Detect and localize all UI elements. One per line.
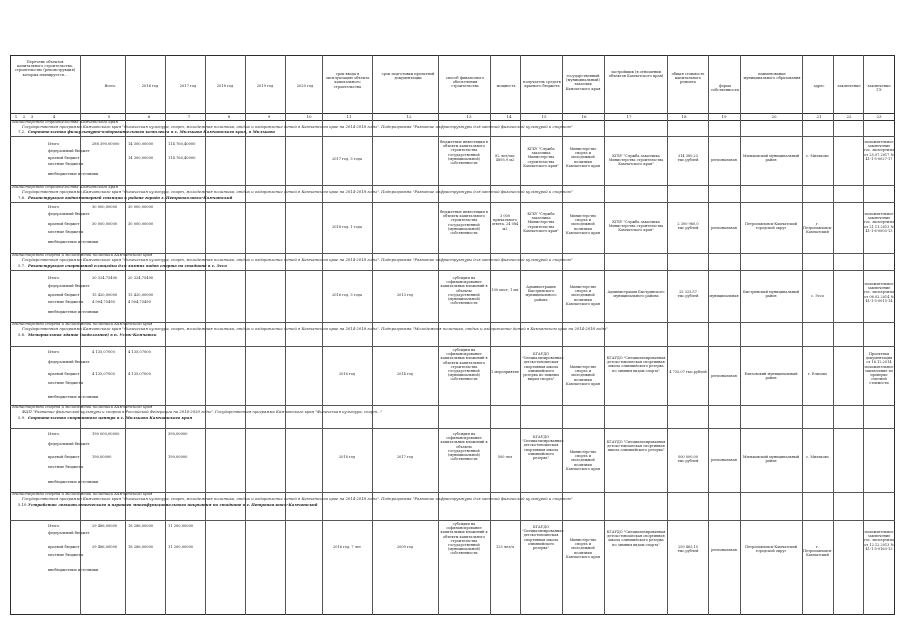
- project-number: 5.9.: [18, 415, 26, 420]
- col-divider: [165, 55, 166, 615]
- project-title: Реконструкция спортивной площадки для зимних видов спорта на стадионе в с. Эссо: [28, 263, 227, 268]
- ownership: региональная: [711, 226, 737, 230]
- term2: 2013 год: [396, 293, 414, 297]
- program-title: Государственная программа Камчатского края "Физическая культура, спорт, молодежная политика, отдых и оздоровление детей в Камчатском крае на 2014-2018 годы". Подпрограмма "Развитие инфраструктуры для занятий физической культурой и спортом": [22, 189, 573, 194]
- program-title: ФЦП "Развитие физической культуры и спорта в Российской Федерации на 2016-2020 годы". Государственная программа Камчатского края "Физическая культура, спорт...": [22, 409, 383, 414]
- builder: Администрация Быстринского муниципального района: [607, 290, 665, 299]
- colnum: 14: [506, 114, 512, 119]
- recipient: Администрация Быстринского муниципального района: [525, 285, 557, 302]
- funding-value: 114 760,40000: [168, 142, 196, 146]
- row-divider: [10, 185, 895, 186]
- funding-source: внебюджетные источники: [48, 172, 99, 176]
- term2: 2017 год: [396, 455, 414, 459]
- col-divider: [802, 55, 803, 615]
- funding-value: 20 324,75490: [128, 276, 154, 280]
- header-col11: мощность: [496, 84, 516, 88]
- header-col16: форма собственности: [711, 84, 739, 93]
- power: 82 чел/час 4895,9 м2: [495, 154, 515, 163]
- funding-value: 20 324,75490: [92, 276, 118, 280]
- header-col12: получатель средств краевого бюджета: [523, 80, 561, 89]
- funding-source: краевой бюджет: [48, 372, 80, 376]
- colnum: 12: [406, 114, 412, 119]
- funding-value: 30 000,00000: [92, 205, 118, 209]
- ownership: муниципальная: [709, 294, 739, 298]
- term: 2016 год: [338, 372, 356, 376]
- funding-source: краевой бюджет: [48, 545, 80, 549]
- header-col5: 2018 год: [216, 84, 234, 88]
- header-col9: срок подготовки проектной документации: [381, 72, 435, 81]
- project-number: 5.7.: [18, 263, 26, 268]
- power: 100 мест, 1 шт: [491, 288, 519, 292]
- recipient: КГБУ "Служба заказчика Министерства строительства Камчатского края": [523, 212, 559, 233]
- header-col20: заключение ГЭ: [867, 84, 891, 93]
- method: субсидии на софинансирование капитальных вложений в объекты капитального строительства государственной (муниципальной) собственности: [440, 522, 488, 556]
- funding-source: федеральный бюджет: [48, 212, 90, 216]
- section-title: Министерство спорта и молодежной политики Камчатского края: [12, 321, 153, 326]
- funding-value: 4 135,07000: [128, 372, 151, 376]
- funding-value: 190,00000: [92, 455, 112, 459]
- colnum: 1: [14, 114, 18, 119]
- colnum: 5: [107, 114, 111, 119]
- funding-value: 15 420,00000: [128, 293, 154, 297]
- funding-source: федеральный бюджет: [48, 284, 90, 288]
- header-col8: срок ввода в эксплуатацию объекта капитального строительства: [325, 72, 370, 89]
- colnum: 18: [681, 114, 687, 119]
- builder: КГАУДО "Специализированная детско-юношеская спортивная школа олимпийского резерва": [606, 440, 666, 453]
- funding-source: краевой бюджет: [48, 222, 80, 226]
- project-number: 5.8.: [18, 332, 26, 337]
- colnum: 13: [466, 114, 472, 119]
- ownership: региональная: [711, 374, 737, 378]
- municipality: Мильковский муниципальный район: [742, 455, 800, 464]
- customer: Министерство спорта и молодежной политики Камчатского края: [566, 538, 600, 559]
- header-col10: способ финансового обеспечения строительства: [445, 76, 485, 89]
- funding-source: Итого: [48, 432, 60, 436]
- project-number: 7.2.: [18, 129, 26, 134]
- colnum: 10: [306, 114, 312, 119]
- municipality: Быстринский муниципальный район: [742, 290, 800, 299]
- header-col7: 2020 год: [296, 84, 314, 88]
- funding-source: Итого: [48, 350, 60, 354]
- col-divider: [604, 55, 605, 615]
- project-number: 5.10.: [18, 502, 28, 507]
- customer: Министерство спорта и молодежной политики Камчатского края: [566, 285, 600, 306]
- recipient: КГАУДО "Специализированная детско-юношеская спортивная школа олимпийского резерва по зимним видам спорта": [522, 352, 564, 382]
- header-col15: общая стоимость капитального ремонта: [671, 72, 705, 85]
- funding-value: 11 200,00000: [168, 524, 194, 528]
- funding-source: внебюджетные источники: [48, 568, 99, 572]
- funding-source: федеральный бюджет: [48, 442, 90, 446]
- funding-source: местные бюджеты: [48, 381, 84, 385]
- colnum: 20: [771, 114, 777, 119]
- header-col19: заключение: [837, 84, 861, 88]
- funding-source: краевой бюджет: [48, 156, 80, 160]
- colnum: 9: [267, 114, 271, 119]
- row-divider: [10, 428, 895, 429]
- funding-source: Итого: [48, 205, 60, 209]
- funding-value: 4 904,75490: [128, 300, 151, 304]
- colnum: 7: [187, 114, 191, 119]
- row-divider: [10, 520, 895, 521]
- term: 2018 год: [338, 455, 356, 459]
- funding-value: 18 286,00000: [128, 545, 154, 549]
- col-divider: [438, 55, 439, 615]
- funding-value: 30 000,00000: [92, 222, 118, 226]
- term: 2016 год, 7 лет: [333, 545, 361, 549]
- col-divider: [740, 55, 741, 615]
- funding-source: федеральный бюджет: [48, 149, 90, 153]
- power: 125 чел/ч: [496, 545, 514, 549]
- section-title: Министерство спорта и молодежной политики Камчатского края: [12, 491, 153, 496]
- colnum: 15: [541, 114, 547, 119]
- ownership: региональная: [711, 458, 737, 462]
- program-title: Государственная программа Камчатского края "Физическая культура, спорт, молодежная политика, отдых и оздоровление детей в Камчатском крае на 2014-2018 годы". Подпрограмма "Развитие инфраструктуры для занятий физической культурой и спортом": [22, 257, 573, 262]
- col-divider: [372, 55, 373, 615]
- header-col17: наименование муниципального образования: [743, 72, 801, 81]
- funding-value: 18 286,00000: [128, 524, 154, 528]
- project-title: Мемориальное здание (водолазное) в п. Усть-Камчатск: [28, 332, 157, 337]
- header-col6: 2019 год: [256, 84, 274, 88]
- power: 500 чел: [497, 455, 513, 459]
- colnum: 6: [147, 114, 151, 119]
- col-divider: [667, 55, 668, 615]
- recipient: КГАУДО "Специализированная детско-юношеская спортивная школа олимпийского резерва": [522, 435, 564, 461]
- municipality: Петропавловск-Камчатский городской округ: [744, 222, 798, 231]
- funding-value: 11 200,00000: [168, 545, 194, 549]
- cost: 4 735,07 тыс.рублей: [669, 370, 707, 374]
- header-col1: Перечень объектов капитального строительства, строительство (реконструкция) которых планируется...: [14, 60, 76, 77]
- funding-value: 4 135,07000: [92, 350, 115, 354]
- funding-value: 114 760,40000: [168, 156, 196, 160]
- header-col3: 2016 год: [141, 84, 159, 88]
- section-title: Министерство спорта и молодежной политики Камчатского края: [12, 404, 153, 409]
- method: бюджетные инвестиции в объекты капитального строительства государственной (муниципальной) собственности: [440, 210, 488, 236]
- col-divider: [520, 55, 521, 615]
- colnum: 19: [721, 114, 727, 119]
- col-divider: [245, 55, 246, 615]
- colnum: 11: [346, 114, 352, 119]
- address: с. Мильково: [806, 455, 829, 459]
- address: г. Петропавловск-Камчатский: [803, 545, 833, 558]
- program-title: Государственная программа Камчатского края "Физическая культура, спорт, молодежная политика, отдых и оздоровление детей в Камчатском крае на 2014-2018 годы". Подпрограмма "Развитие инфраструктуры для занятий физической культурой и спортом": [22, 496, 573, 501]
- colnum: 3: [30, 114, 34, 119]
- power: 1 мероприятие: [491, 370, 519, 374]
- col-divider: [285, 55, 286, 615]
- address: г. Петропавловск-Камчатский: [803, 222, 833, 235]
- ownership: региональная: [711, 548, 737, 552]
- conclusion: положительное заключение гос. экспертизы от 25.07.2017 № 41-1-5-0027-17: [864, 140, 894, 161]
- address: г. Елизово: [807, 372, 828, 376]
- row-divider: [10, 202, 895, 203]
- customer: Министерство спорта и молодежной политики Камчатского края: [566, 450, 600, 471]
- funding-source: внебюджетные источники: [48, 395, 99, 399]
- funding-source: местные бюджеты: [48, 465, 84, 469]
- funding-source: внебюджетные источники: [48, 480, 99, 484]
- col-divider: [205, 55, 206, 615]
- project-title: Реконструкция водномоторной станции в районе города г. Петропавловск-Камчатский: [28, 195, 233, 200]
- section-title: Министерство строительства Камчатского края: [12, 184, 118, 189]
- funding-source: местные бюджеты: [48, 162, 84, 166]
- funding-source: внебюджетные источники: [48, 240, 99, 244]
- funding-value: 4 135,07000: [128, 350, 151, 354]
- builder: КГБУ "Служба заказчика Министерства строительства Камчатского края": [608, 154, 664, 167]
- program-title: Государственная программа Камчатского края "Физическая культура, спорт, молодежная политика, отдых и оздоровление детей в Камчатском крае на 2014-2018 годы". Подпрограмма "Молодежная политика, отдых и оздоровление детей в Камчатском крае на 2014-2018 годы": [22, 326, 608, 331]
- recipient: КГБУ "Служба заказчика Министерства строительства Камчатского края": [523, 147, 559, 168]
- funding-value: 190 000,00000: [92, 432, 120, 436]
- cost: 259 465,15 тыс.рублей: [677, 545, 699, 554]
- row-divider: [10, 270, 895, 271]
- address: с. Эссо: [811, 294, 824, 298]
- funding-source: местные бюджеты: [48, 300, 84, 304]
- method: субсидии на софинансирование капитальных вложений в объекты государственной (муниципальной) собственности: [440, 432, 488, 462]
- colnum: 4: [52, 114, 56, 119]
- colnum: 23: [876, 114, 882, 119]
- colnum: 16: [581, 114, 587, 119]
- col-divider: [833, 55, 834, 615]
- header-col18: адрес: [813, 84, 825, 88]
- program-title: Государственная программа Камчатского края "Физическая культура, спорт, молодежная политика, отдых и оздоровление детей в Камчатском крае на 2014-2018 годы". Подпрограмма "Развитие инфраструктуры для занятий физической культурой и спортом": [22, 124, 573, 129]
- funding-source: Итого: [48, 276, 60, 280]
- builder: КГБУ "Служба заказчика Министерства строительства Камчатского края": [608, 220, 664, 233]
- address: с. Мильково: [806, 154, 829, 158]
- header-col14: застройщик (в отношении объектов Камчатского края): [608, 70, 664, 79]
- funding-value: 29 486,00000: [92, 524, 118, 528]
- conclusion: положительное заключение гос. экспертизы от 06.02.2014 № 41-1-5-0015-14: [864, 282, 894, 303]
- customer: Министерство спорта и молодежной политики Камчатского края: [566, 147, 600, 168]
- colnum: 2: [22, 114, 26, 119]
- col-divider: [708, 55, 709, 615]
- funding-source: Итого: [48, 524, 60, 528]
- funding-value: 15 420,00000: [92, 293, 118, 297]
- column-number-row: [10, 113, 895, 121]
- power: 3 000 причального ответа, 24 084 м2: [491, 214, 519, 231]
- method: субсидии на софинансирование капитальных вложений в объекты государственной (муниципальной) собственности: [440, 276, 488, 306]
- section-title: Министерство строительства Камчатского края: [12, 119, 118, 124]
- builder: КГАУДО "Специализированная детско-юношеская спортивная школа олимпийского резерва по зимним видам спорта": [606, 356, 666, 373]
- section-title: Министерство спорта и молодежной политики Камчатского края: [12, 252, 153, 257]
- funding-source: местные бюджеты: [48, 553, 84, 557]
- method: бюджетные инвестиции в объекты капитального строительства государственной (муниципальной) собственности: [440, 140, 488, 166]
- funding-source: внебюджетные источники: [48, 310, 99, 314]
- funding-value: 390,00000: [168, 432, 188, 436]
- funding-value: 14 300,00000: [128, 142, 154, 146]
- funding-source: краевой бюджет: [48, 455, 80, 459]
- municipality: Петропавловск-Камчатский городской округ: [744, 545, 798, 554]
- builder: КГАУДО "Специализированная детско-юношеская спортивная школа олимпийского резерва по зимним видам спорта": [606, 530, 666, 547]
- cost: 2 300 960,0 тыс.рублей: [677, 222, 699, 231]
- funding-value: 4 135,07000: [92, 372, 115, 376]
- funding-source: федеральный бюджет: [48, 531, 90, 535]
- colnum: 21: [816, 114, 822, 119]
- conclusion: положительное заключение гос. экспертизы от 21.11.2013 № 41-1-6-0003-13: [864, 212, 894, 233]
- customer: Министерство спорта и молодежной политики Камчатского края: [566, 214, 600, 235]
- municipality: Мильковский муниципальный район: [742, 154, 800, 163]
- funding-source: федеральный бюджет: [48, 360, 90, 364]
- term: 2017 год, 3 года: [332, 157, 362, 161]
- funding-value: 14 300,00000: [128, 156, 154, 160]
- row-divider: [10, 346, 895, 347]
- funding-source: краевой бюджет: [48, 293, 80, 297]
- conclusion: Проектная документация от 16.12.2014 положительное заключение по проверке сметной стоимости: [864, 352, 894, 386]
- project-title: Устройство легкоатлетического и игрового многофункционального покрытия на стадионе в г. Петропавловск-Камчатский: [28, 502, 318, 507]
- term: 2016 год, 3 года: [332, 293, 362, 297]
- header-col4: 2017 год: [179, 84, 197, 88]
- project-title: Строительство спортивного центра в с. Мильково Камчатского края: [28, 415, 193, 420]
- colnum: 22: [846, 114, 852, 119]
- recipient: КГАУДО "Специализированная детско-юношеская спортивная школа олимпийского резерва": [522, 525, 564, 551]
- colnum: 8: [227, 114, 231, 119]
- col-divider: [322, 55, 323, 615]
- ownership: региональная: [711, 158, 737, 162]
- term: 2018 год, 1 года: [332, 225, 362, 229]
- colnum: 17: [626, 114, 632, 119]
- customer: Министерство спорта и молодежной политики Камчатского края: [566, 365, 600, 386]
- col-divider: [490, 55, 491, 615]
- municipality: Елизовский муниципальный район: [744, 372, 798, 381]
- funding-source: Итого: [48, 142, 60, 146]
- funding-value: 30 000,00000: [128, 222, 154, 226]
- method: субсидии на софинансирование капитальных вложений в объекты капитального строительства государственной (муниципальной) собственности: [440, 348, 488, 382]
- project-number: 7.6.: [18, 195, 26, 200]
- funding-value: 288 390,00000: [92, 142, 120, 146]
- term2: 2014 год: [396, 372, 414, 376]
- cost: 314 380,23 тыс.рублей: [677, 154, 699, 163]
- conclusion: положительное заключение гос. экспертизы от 12.12.2013 № 41-1-5-0163-13: [864, 530, 894, 551]
- term2: 2009 год: [396, 545, 414, 549]
- cost: 500 000,00 тыс.рублей: [677, 455, 699, 464]
- funding-value: 29 486,00000: [92, 545, 118, 549]
- header-col13: государственный (муниципальный) заказчик Камчатского края: [565, 74, 601, 91]
- header-col2: Всего: [104, 84, 116, 88]
- cost: 25 325,57 тыс.рублей: [677, 290, 699, 299]
- funding-value: 4 904,75490: [92, 300, 115, 304]
- funding-value: 190,00000: [168, 455, 188, 459]
- funding-value: 30 000,00000: [128, 205, 154, 209]
- funding-source: местные бюджеты: [48, 230, 84, 234]
- row-divider: [10, 136, 895, 137]
- project-title: Строительство физкультурно-оздоровительного комплекса в с. Мильково Камчатского края, в Мильково: [28, 129, 275, 134]
